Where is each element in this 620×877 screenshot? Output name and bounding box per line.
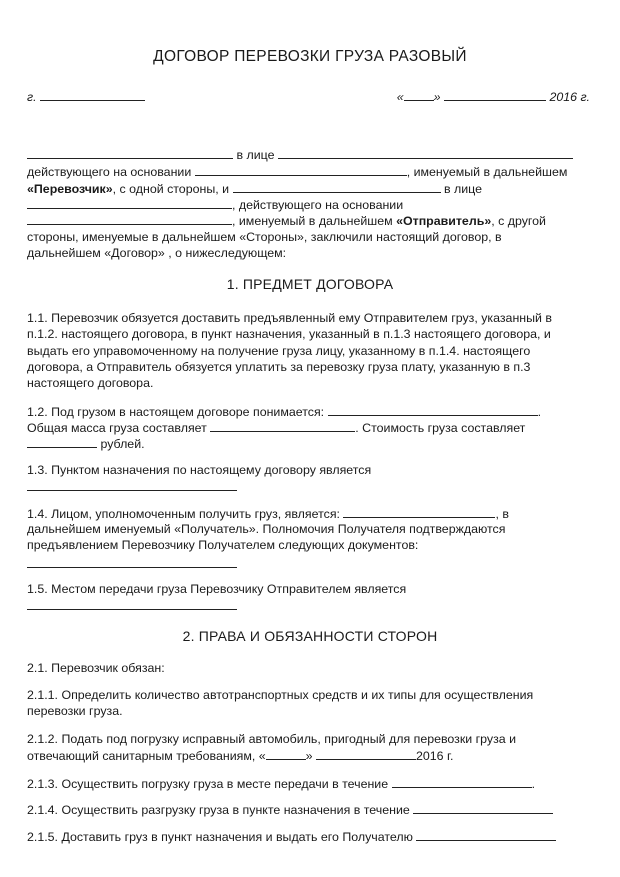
clause-2-1-5 (27, 828, 556, 845)
preamble-line-7: дальнейшем «Договор» , о нижеследующем: (27, 246, 287, 260)
preamble-line-6: стороны, именуемые в дальнейшем «Стороны», заключили настоящий договор, в (27, 230, 502, 244)
clause-text: Общая масса груза составляет (27, 421, 207, 435)
cargo-weight-blank[interactable] (210, 419, 355, 432)
clause-1-5-line-1: 1.5. Местом передачи груза Перевозчику Отправителем является (27, 582, 407, 596)
clause-1-5-line-2 (27, 597, 237, 614)
preamble-text: в лице (443, 182, 482, 196)
sender-term: «Отправитель» (396, 214, 492, 228)
destination-blank[interactable] (27, 478, 237, 491)
clause-1-1-line-1: 1.1. Перевозчик обязуется доставить предъявленный ему Отправителем груз, указанный в (27, 311, 552, 325)
preamble-text: , именуемый в дальнейшем (232, 214, 393, 228)
clause-2-1-2-line-1: 2.1.2. Подать под погрузку исправный автомобиль, пригодный для перевозки груза и (27, 732, 517, 746)
clause-1-1-line-5: настоящего договора. (27, 376, 154, 390)
handover-place-blank[interactable] (27, 597, 237, 610)
delivery-day-blank[interactable] (266, 747, 306, 760)
clause-text: » (305, 749, 313, 763)
preamble-text: , с другой (491, 214, 546, 228)
clause-text: 2.1.5. Доставить груз в пункт назначения и выдать его Получателю (27, 830, 413, 844)
loading-time-blank[interactable] (392, 775, 532, 788)
recipient-documents-blank[interactable] (27, 555, 237, 568)
date-year: 2016 г. (549, 90, 590, 104)
clause-2-1: 2.1. Перевозчик обязан: (27, 661, 165, 675)
date-line (397, 88, 590, 104)
preamble-text: в лице (236, 148, 275, 162)
clause-text: 2.1.3. Осуществить погрузку груза в месте передачи в течение (27, 777, 389, 791)
delivery-month-blank[interactable] (316, 747, 416, 760)
date-day-blank[interactable] (404, 88, 434, 101)
party1-name-blank[interactable] (27, 146, 233, 159)
clause-text: , в (495, 507, 509, 521)
clause-1-1-line-4: договора, а Отправитель обязуется уплатить за перевозку груза плату, указанную в п.3 (27, 360, 531, 374)
clause-1-1-line-2: п.1.2. настоящего договора, в пункт назначения, указанный в п.1.3 настоящего договора, и (27, 327, 551, 341)
party2-basis-blank[interactable] (27, 212, 232, 225)
delivery-term-blank[interactable] (416, 828, 556, 841)
preamble-line-4 (27, 196, 403, 213)
clause-text: 1.4. Лицом, уполномоченным получить груз, является: (27, 507, 340, 521)
carrier-term: «Перевозчик» (27, 182, 113, 196)
preamble-text: действующего на основании (27, 165, 192, 179)
document-title: ДОГОВОР ПЕРЕВОЗКИ ГРУЗА РАЗОВЫЙ (153, 48, 467, 65)
clause-1-3-line-1: 1.3. Пунктом назначения по настоящему договору является (27, 463, 372, 477)
clause-text: 1.2. Под грузом в настоящем договоре понимается: (27, 405, 325, 419)
clause-2-1-4 (27, 801, 553, 818)
preamble-line-5 (27, 212, 546, 229)
clause-1-4-line-2: дальнейшем именуемый «Получатель». Полномочия Получателя подтверждаются (27, 522, 506, 536)
clause-text: рублей. (100, 437, 145, 451)
unloading-time-blank[interactable] (413, 801, 553, 814)
clause-text: отвечающий санитарным требованиям, « (27, 749, 266, 763)
clause-text: 2016 г. (415, 749, 454, 763)
party2-rep-blank[interactable] (27, 196, 232, 209)
date-quote-open: « (396, 90, 404, 104)
preamble-text: , действующего на основании (232, 198, 404, 212)
clause-1-1-line-3: выдать его управомоченному на получение груза лицу, указанному в п.1.4. настоящего (27, 344, 531, 358)
clause-1-2-line-1: 1.2. Под грузом в настоящем договоре понимается: . (27, 405, 542, 419)
party1-basis-blank[interactable] (195, 163, 407, 176)
preamble-line-1 (27, 146, 573, 163)
clause-1-2-line-2 (27, 419, 525, 436)
clause-1-3-line-2 (27, 478, 237, 495)
city-blank[interactable] (40, 88, 145, 101)
city-prefix: г. (27, 90, 37, 104)
recipient-blank[interactable] (343, 505, 495, 518)
section-1-heading: 1. ПРЕДМЕТ ДОГОВОРА (226, 276, 394, 292)
clause-text: 2.1.4. Осуществить разгрузку груза в пункте назначения в течение (27, 803, 410, 817)
cargo-description-blank[interactable] (328, 403, 538, 416)
cargo-value-blank[interactable] (27, 435, 97, 448)
preamble-text: , с одной стороны, и (112, 182, 230, 196)
party2-name-blank[interactable] (233, 180, 441, 193)
section-2-heading: 2. ПРАВА И ОБЯЗАННОСТИ СТОРОН (182, 628, 438, 644)
preamble-line-3 (27, 180, 482, 197)
clause-2-1-3: 2.1.3. Осуществить погрузку груза в месте передачи в течение . (27, 777, 536, 791)
clause-2-1-1-line-1: 2.1.1. Определить количество автотранспортных средств и их типы для осуществления (27, 688, 534, 702)
clause-1-4-line-4 (27, 555, 237, 572)
preamble-line-2 (27, 163, 567, 180)
clause-2-1-1-line-2: перевозки груза. (27, 704, 123, 718)
clause-1-4-line-3: предъявлением Перевозчику Получателем следующих документов: (27, 538, 419, 552)
clause-2-1-2-line-2 (27, 747, 453, 764)
clause-text: . Стоимость груза составляет (355, 421, 526, 435)
preamble-text: , именуемый в дальнейшем (406, 165, 568, 179)
city-line (27, 88, 145, 105)
party1-rep-blank[interactable] (278, 146, 573, 159)
date-month-blank[interactable] (444, 88, 546, 101)
date-quote-close: » (433, 90, 441, 104)
clause-1-2-line-3 (27, 435, 145, 452)
clause-1-4-line-1 (27, 505, 509, 522)
